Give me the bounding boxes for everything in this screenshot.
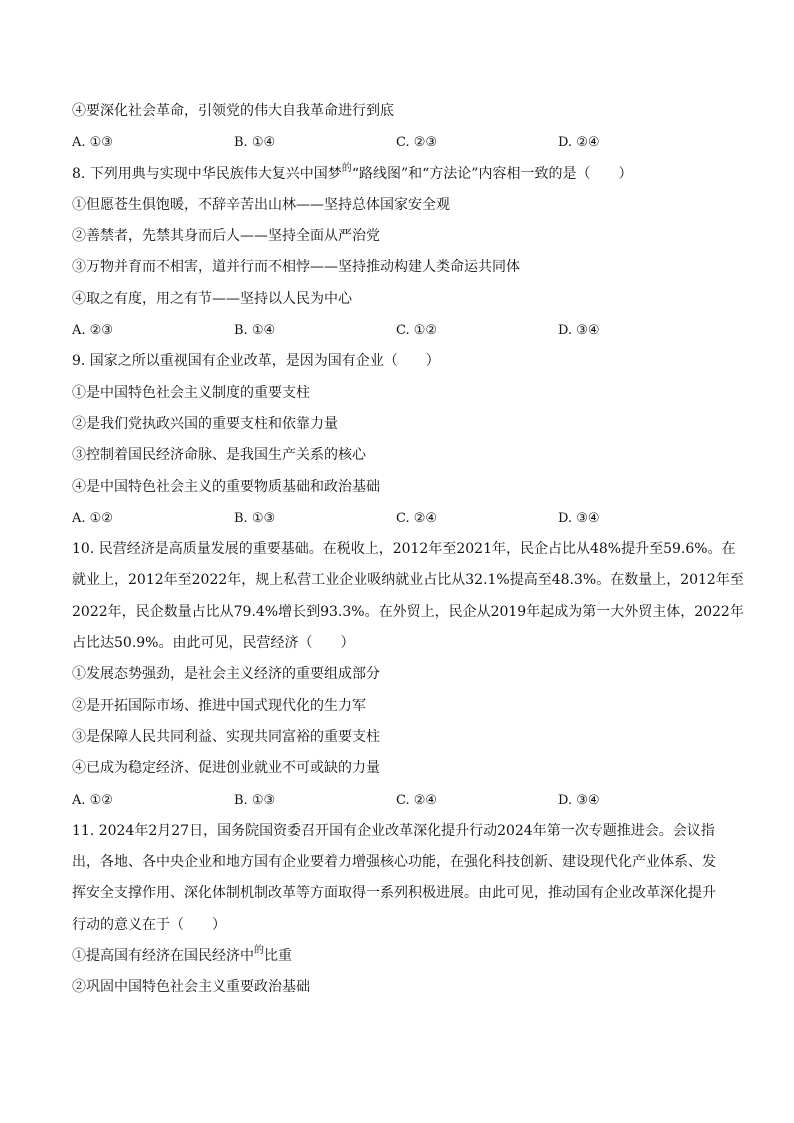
q9-option-d: D. ③④ [558,510,600,526]
q10-item-4: ④已成为稳定经济、促进创业就业不可或缺的力量 [72,760,380,777]
q10-option-a: A. ①② [72,792,113,808]
q11-stem-line-1: 11. 2024年2月27日，国务院国资委召开国有企业改革深化提升行动2024年第一次专题推进会。会议指 [72,822,715,839]
q8-option-d: D. ③④ [558,323,600,339]
q10-options [72,785,724,816]
q11-item-1-part1: ①提高国有经济在国民经济中 [72,948,254,965]
q8-item-3: ③万物并育而不相害，道并行而不相悖——坚持推动构建人类命运共同体 [72,259,520,276]
q11-item-1 [72,941,724,972]
q7-option-b: B. ①④ [234,135,276,151]
q7-options [72,127,724,158]
q9-option-b: B. ①③ [234,510,276,526]
q7-item-4: ④要深化社会革命，引领党的伟大自我革命进行到底 [72,103,394,119]
exam-page [72,96,744,1004]
q8-stem-superscript: 的 [341,162,352,174]
q9-option-c: C. ②④ [396,510,438,526]
q8-item-2: ②善禁者，先禁其身而后人——坚持全面从严治党 [72,228,380,245]
q10-option-c: C. ②④ [396,792,438,808]
q9-item-2: ②是我们党执政兴国的重要支柱和依靠力量 [72,415,338,432]
q8-stem-part1: 8. 下列用典与实现中华民族伟大复兴中国梦 [72,165,342,182]
q11-item-1-superscript: 的 [254,945,264,957]
q8-stem-part2: “路线图”和“方法论”内容相一致的是（ ） [351,165,633,182]
q10-stem-line-4: 占比达50.9%。由此可见，民营经济（ ） [72,635,355,652]
q9-item-4: ④是中国特色社会主义的重要物质基础和政治基础 [72,478,380,495]
q10-stem-line-3: 2022年，民企数量占比从79.4%增长到93.3%。在外贸上，民企从2019年起成为第一大外贸主体，2022年 [72,603,744,620]
q8-option-c: C. ①② [396,323,438,339]
q10-item-1: ①发展态势强劲，是社会主义经济的重要组成部分 [72,666,380,683]
q10-stem-line-2: 就业上，2012年至2022年，规上私营工业企业吸纳就业占比从32.1%提高至48.3%。在数量上，2012年至 [72,572,744,589]
q8-item-4: ④取之有度，用之有节——坚持以人民为中心 [72,290,352,307]
q10-stem-line-1: 10. 民营经济是高质量发展的重要基础。在税收上，2012年至2021年，民企占比从48%提升至59.6%。在 [72,541,736,558]
q10-item-3: ③是保障人民共同利益、实现共同富裕的重要支柱 [72,728,380,745]
q10-option-d: D. ③④ [558,792,600,808]
q9-item-3: ③控制着国民经济命脉、是我国生产关系的核心 [72,447,366,464]
q7-option-a: A. ①③ [72,135,113,151]
q11-stem-line-3: 挥安全支撑作用、深化体制机制改革等方面取得一系列积极进展。由此可见，推动国有企业改革深化提升 [72,885,716,902]
q11-item-2: ②巩固中国特色社会主义重要政治基础 [72,979,310,996]
q11-stem-line-4: 行动的意义在于（ ） [72,916,226,933]
q11-stem-line-2: 出，各地、各中央企业和地方国有企业要着力增强核心功能，在强化科技创新、建设现代化产业体系、发 [72,854,716,871]
q10-option-b: B. ①③ [234,792,276,808]
q8-item-1: ①但愿苍生俱饱暖，不辞辛苦出山林——坚持总体国家安全观 [72,196,450,213]
q7-option-d: D. ②④ [558,135,600,151]
q8-option-a: A. ②③ [72,323,113,339]
q8-stem [72,159,724,190]
q7-option-c: C. ②③ [396,135,438,151]
q8-option-b: B. ①④ [234,323,276,339]
q9-options [72,503,724,534]
q9-option-a: A. ①② [72,510,113,526]
q10-item-2: ②是开拓国际市场、推进中国式现代化的生力军 [72,697,366,714]
q9-stem: 9. 国家之所以重视国有企业改革，是因为国有企业（ ） [72,353,440,370]
q11-item-1-part2: 比重 [264,948,292,965]
q9-item-1: ①是中国特色社会主义制度的重要支柱 [72,384,310,401]
q8-options [72,315,724,346]
